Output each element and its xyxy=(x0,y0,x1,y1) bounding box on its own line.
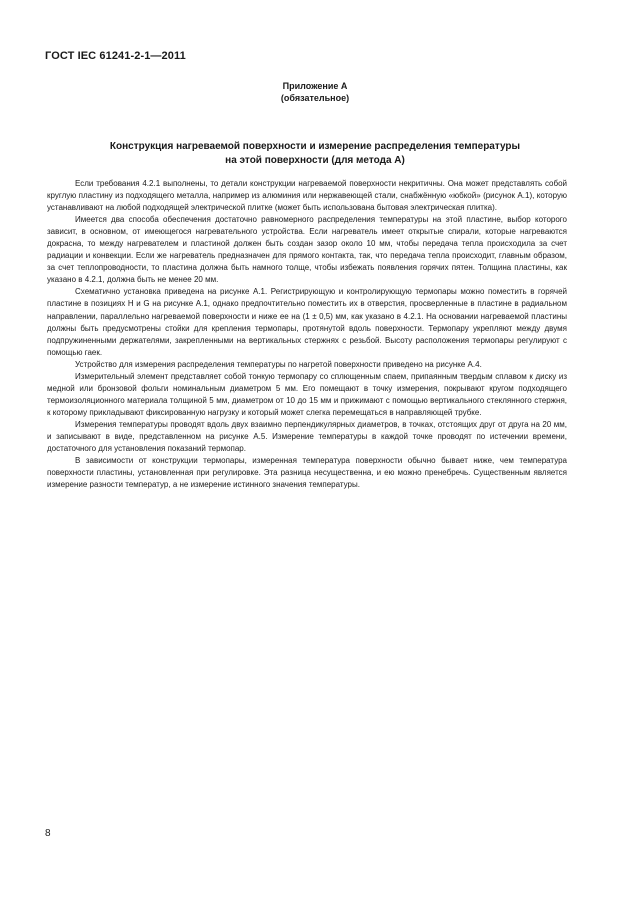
section-title-line-1: Конструкция нагреваемой поверхности и измерение распределения температуры xyxy=(109,141,521,152)
page-number: 8 xyxy=(45,828,51,839)
paragraph: Измерения температуры проводят вдоль двух взаимно перпендикулярных диаметров, в точках, отстоящих друг от друга на 20 мм, и записывают в виде, представленном на рисунке А.5. Измерение температуры в каждой точке проводят по истечении времени, достаточного для установления показаний термопар. xyxy=(47,419,567,454)
annex-status: (обязательное) xyxy=(280,93,350,103)
paragraph: Измерительный элемент представляет собой тонкую термопару со сплющенным спаем, припаянным твердым сплавом к диску из медной или бронзовой фольги номинальным диаметром 5 мм. Его помещают в точку измерения, покрывают кругом подходящего термоизоляционного материала толщиной 5 мм, диаметром от 10 до 15 мм и прижимают с помощью вертикального стеклянного стержня, к которому прикладывают фиксированную нагрузку и который может слегка перемещаться в направляющей трубке. xyxy=(47,371,567,417)
paragraph: В зависимости от конструкции термопары, измеренная температура поверхности обычно бывает ниже, чем температура поверхности пластины, установленная при регулировке. Эта разница несущественна, и ею можно пренебречь. Существенным является измерение разности температур, а не измерение истинного значения температуры. xyxy=(47,456,567,490)
section-title xyxy=(60,140,570,168)
paragraph: Если требования 4.2.1 выполнены, то детали конструкции нагреваемой поверхности некритичны. Она может представлять собой круглую пластину из подходящего металла, например из алюминия или нержавеющей стали, снабжённую «юбкой» (рисунок А.1), которую устанавливают на любой подходящей электрической плитке (может быть использована бытовая электрическая плитка). xyxy=(47,179,567,213)
annex-title: Приложение А xyxy=(282,81,348,91)
document-identifier: ГОСТ IEC 61241-2-1—2011 xyxy=(45,50,186,62)
body-text xyxy=(47,178,567,491)
paragraph: Имеется два способа обеспечения достаточно равномерного распределения температуры на этой пластине, выбор которого зависит, в основном, от имеющегося нагревательного устройства. Если нагреватель имеет открытые спирали, которые нагреваются докрасна, то между нагревателем и пластиной должен быть создан зазор около 10 мм, чтобы передача тепла происходила за счет радиации и конвекции. Если же нагреватель предназначен для прямого контакта, так, что передача тепла происходит, главным образом, за счет теплопроводности, то пластина должна быть намного толще, чтобы избежать появления горячих пятен. Толщина пластины, как указано в 4.2.1, должна быть не менее 20 мм. xyxy=(47,215,567,285)
annex-heading xyxy=(0,80,630,104)
paragraph: Схематично установка приведена на рисунке А.1. Регистрирующую и контролирующую термопары можно поместить в горячей пластине в позициях Н и G на рисунке А.1, однако предпочтительно поместить их в отверстия, просверленные в пластине в радиальном направлении, параллельно нагреваемой поверхности и ниже ее на (1 ± 0,5) мм, как указано в 4.2.1. На основании нагреваемой пластины должны быть предусмотрены стойки для крепления термопары, протянутой вдоль поверхности. Термопару укрепляют между двумя подпружиненными держателями, закрепленными на вертикальных стержнях с резьбой. Высоту расположения термопары регулируют с помощью гаек. xyxy=(47,287,567,357)
section-title-line-2: на этой поверхности (для метода А) xyxy=(225,155,405,166)
paragraph: Устройство для измерения распределения температуры по нагретой поверхности приведено на рисунке А.4. xyxy=(75,359,482,369)
